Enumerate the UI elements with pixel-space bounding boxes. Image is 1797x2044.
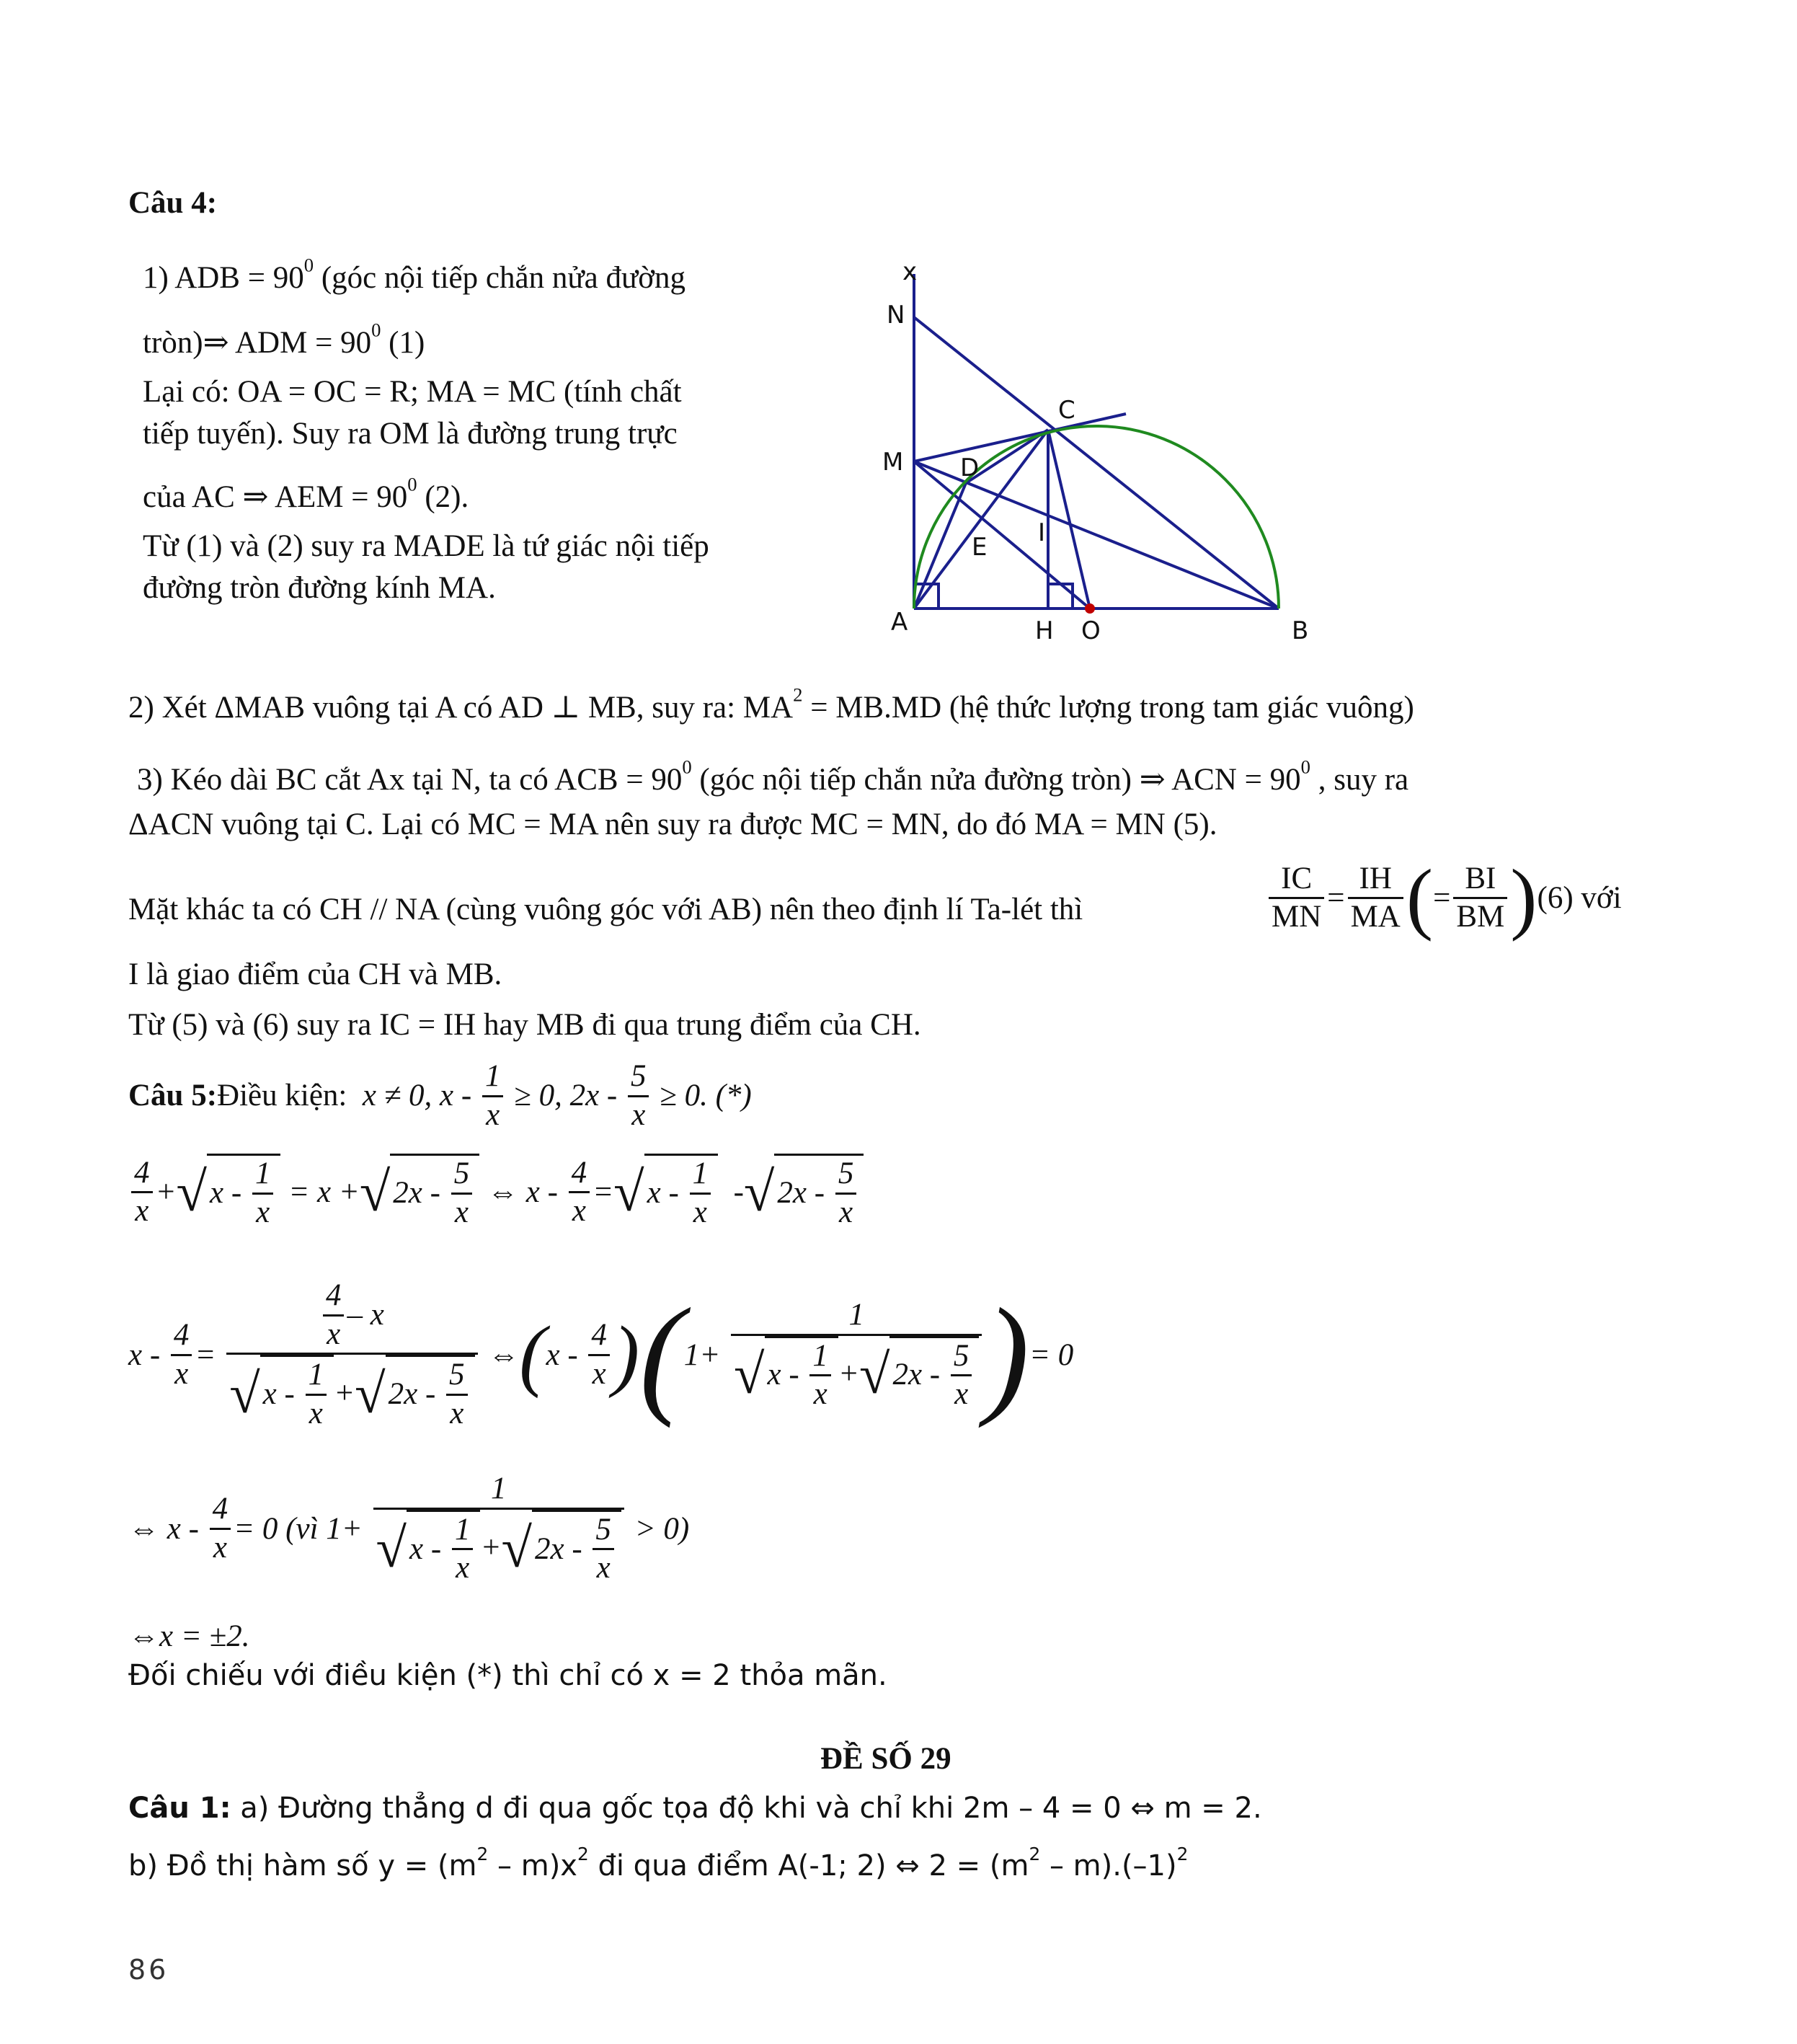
de29-c1b: b) Đồ thị hàm số $y = (m^2 - m)x^2$ đi qua điểm A(-1; 2) ⇔ $2 = (m^2 - m).(-1)^2$	[128, 1843, 1189, 1882]
page-number: 86	[128, 1954, 169, 1986]
de29-c1a: Câu 1: a) Đường thẳng d đi qua gốc tọa độ khi và chỉ khi 2m – 4 = 0 ⇔ m = 2.	[128, 1792, 1262, 1825]
cau4-p5: I là giao điểm của CH và MB.	[128, 957, 502, 991]
label-c: C	[1058, 396, 1075, 425]
tangent-mc	[914, 414, 1126, 461]
label-h: H	[1035, 616, 1054, 645]
right-angle-h	[1048, 584, 1073, 609]
cau4-p6: Từ (5) và (6) suy ra IC = IH hay MB đi qua trung điểm của CH.	[128, 1008, 921, 1042]
cau4-heading: Câu 4:	[128, 186, 218, 220]
label-b: B	[1292, 616, 1309, 645]
line-mo	[914, 461, 1090, 609]
label-x: x	[902, 260, 918, 286]
point-o	[1085, 603, 1095, 614]
label-d: D	[960, 454, 980, 482]
label-o: O	[1081, 616, 1101, 645]
label-m: M	[882, 448, 904, 477]
cau4-p4-text: Mặt khác ta có CH // NA (cùng vuông góc với AB) nên theo định lí Ta-lét thì	[128, 893, 1083, 926]
cau4-p1-line7: đường tròn đường kính MA.	[143, 571, 496, 605]
cau4-p1-line5: của AC ⇒ AEM = $90^0$ (2).	[143, 473, 469, 514]
cau5-final: Đối chiếu với điều kiện (*) thì chỉ có x = 2 thỏa mãn.	[128, 1659, 887, 1692]
cau4-p3-line1: 3) Kéo dài BC cắt Ax tại N, ta có ACB = $90^0$ (góc nội tiếp chắn nửa đường tròn) ⇒ ACN = $90^0$ , suy ra	[137, 756, 1409, 797]
cau5-condition: Câu 5:Điều kiện: x ≠ 0, x - $\frac{1}{x}$ ≥ 0, 2x - $\frac{5}{x}$ ≥ 0. (*)	[128, 1058, 752, 1133]
cau4-p1-line6: Từ (1) và (2) suy ra MADE là tứ giác nội tiếp	[143, 529, 709, 563]
equation-3: ⇔ x - $\frac{4}{x}$ = 0 (vì 1+ 1 √x - $\frac{1}{x}$ +√2x - $\frac{5}{x}$ > 0)	[128, 1471, 689, 1587]
equation-1: $\frac{4}{x}$ +√x - $\frac{1}{x}$ = x +√2x - $\frac{5}{x}$ ⇔ x - $\frac{4}{x}$ =√x - $\frac{1}{x}$ -√2x - $\frac{5}{x}$	[128, 1154, 864, 1231]
cau4-p3-line2: ΔACN vuông tại C. Lại có MC = MA nên suy ra được MC = MN, do đó MA = MN (5).	[128, 808, 1217, 841]
equation-2: x - $\frac{4}{x}$ = $\frac{4}{x}$ – x √x - $\frac{1}{x}$ +√2x - $\frac{5}{x}$ ⇔(x - $\frac{4}{x}$ )(1+ 1 √x - $\frac{1}{x}$ +√2x - $\frac{5}{x}$ )= 0	[128, 1278, 1073, 1433]
geometry-figure	[865, 260, 1355, 649]
cau4-p1-line3: Lại có: OA = OC = R; MA = MC (tính chất	[143, 375, 682, 409]
talet-ratio: $\frac{IC}{MN}$ = $\frac{IH}{MA}$ (= $\frac{BI}{BM}$ )(6) với	[1266, 858, 1622, 939]
label-a: A	[891, 608, 908, 637]
label-n: N	[887, 301, 905, 329]
cau4-p1-line2: tròn)⇒ ADM = $90^0$ (1)	[143, 319, 425, 360]
de29-title: ĐỀ SỐ 29	[820, 1742, 951, 1776]
cau5-result: ⇔x = ±2.	[128, 1619, 250, 1653]
label-i: I	[1038, 518, 1046, 547]
cau4-p1-line1: 1) ADB = $90^0$ (góc nội tiếp chắn nửa đường	[143, 254, 685, 295]
cau4-p1-line4: tiếp tuyến). Suy ra OM là đường trung trực	[143, 417, 678, 451]
cau4-p2: 2) Xét ΔMAB vuông tại A có AD ⊥ MB, suy ra: $MA^2 = MB.MD$ (hệ thức lượng trong tam giác vuông)	[128, 683, 1414, 725]
label-e: E	[972, 533, 988, 562]
